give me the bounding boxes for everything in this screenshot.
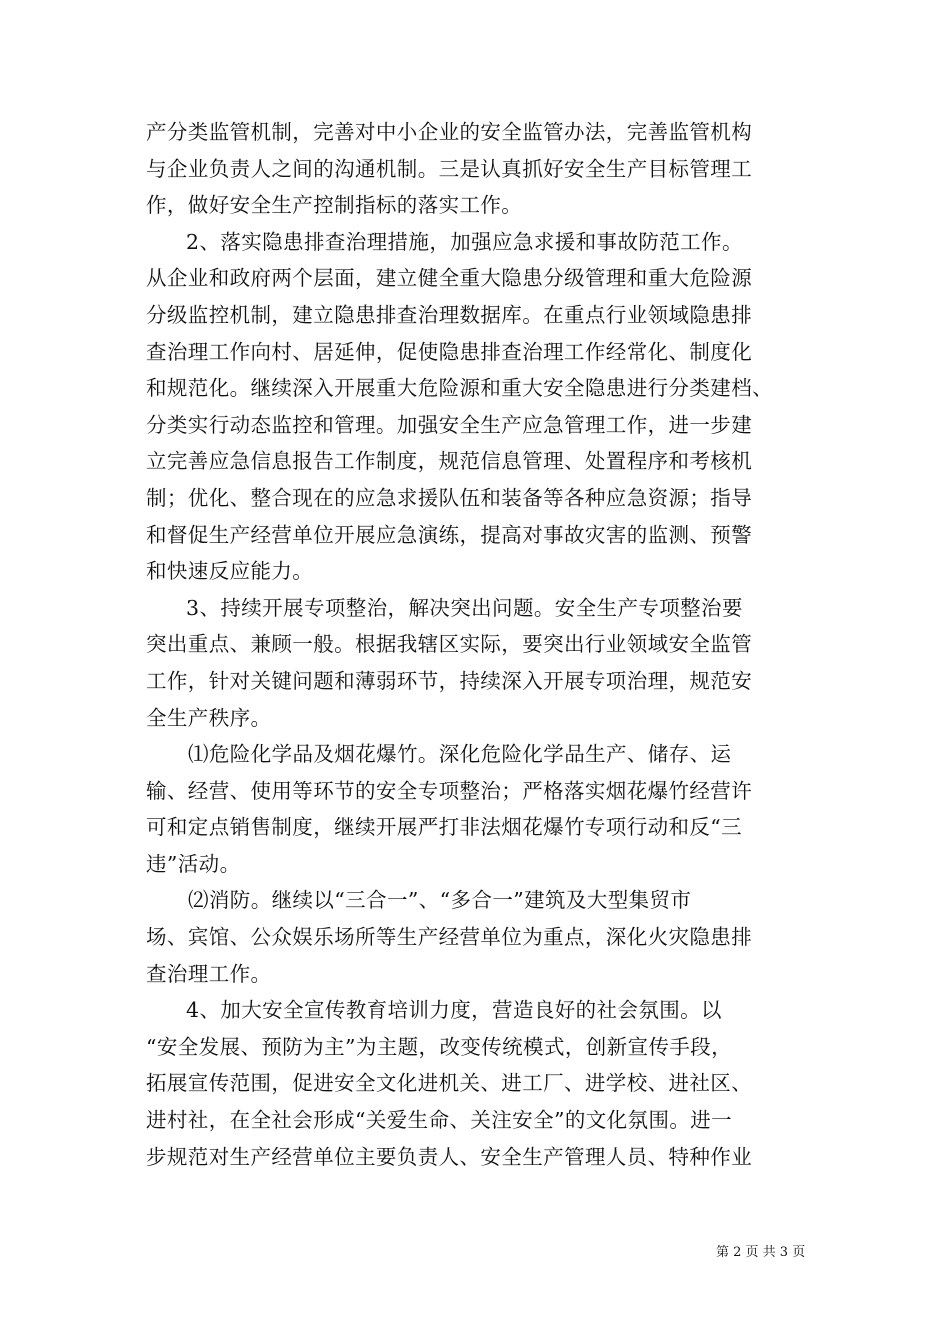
text-line: 步规范对生产经营单位主要负责人、安全生产管理人员、特种作业 [146, 1144, 753, 1169]
text-line: 作，做好安全生产控制指标的落实工作。 [146, 193, 523, 218]
text-line: 工作，针对关键问题和薄弱环节，持续深入开展专项治理，规范安 [146, 668, 753, 693]
text-line: 立完善应急信息报告工作制度，规范信息管理、处置程序和考核机 [146, 449, 753, 474]
text-line: 分级监控机制，建立隐患排查治理数据库。在重点行业领域隐患排 [146, 302, 753, 327]
text-line: 与企业负责人之间的沟通机制。三是认真抓好安全生产目标管理工 [146, 156, 753, 181]
text-line: 违”活动。 [146, 851, 241, 876]
text-line: 突出重点、兼顾一般。根据我辖区实际，要突出行业领域安全监管 [146, 632, 753, 657]
text-line: 拓展宣传范围，促进安全文化进机关、进工厂、进学校、进社区、 [146, 1071, 753, 1096]
text-line: 产分类监管机制，完善对中小企业的安全监管办法，完善监管机构 [146, 120, 753, 144]
text-line: 制；优化、整合现在的应急求援队伍和装备等各种应急资源；指导 [146, 485, 753, 510]
text-line: 和规范化。继续深入开展重大危险源和重大安全隐患进行分类建档、 [146, 376, 773, 401]
text-line: 可和定点销售制度，继续开展严打非法烟花爆竹专项行动和反“三 [146, 815, 743, 840]
paragraph-heading-2: 2、落实隐患排查治理措施，加强应急求援和事故防范工作。 [186, 229, 743, 254]
subitem-2-heading: ⑵消防。继续以“三合一”、“多合一”建筑及大型集贸市 [188, 888, 692, 913]
text-line: 场、宾馆、公众娱乐场所等生产经营单位为重点，深化火灾隐患排 [146, 925, 753, 950]
text-line: 从企业和政府两个层面，建立健全重大隐患分级管理和重大危险源 [146, 266, 753, 291]
text-line: 查治理工作。 [146, 961, 272, 986]
paragraph-heading-4: 4、加大安全宣传教育培训力度，营造良好的社会氛围。以 [186, 998, 722, 1023]
text-line: 输、经营、使用等环节的安全专项整治；严格落实烟花爆竹经营许 [146, 778, 753, 803]
text-line: 和督促生产经营单位开展应急演练，提高对事故灾害的监测、预警 [146, 522, 753, 547]
text-line: 全生产秩序。 [146, 705, 272, 730]
subitem-1-heading: ⑴危险化学品及烟花爆竹。深化危险化学品生产、储存、运 [188, 742, 732, 767]
page-number-footer: 第 2 页 共 3 页 [716, 1245, 806, 1260]
paragraph-heading-3: 3、持续开展专项整治，解决突出问题。安全生产专项整治要 [186, 595, 743, 620]
text-line: 查治理工作向村、居延伸，促使隐患排查治理工作经常化、制度化 [146, 339, 753, 364]
text-line: 和快速反应能力。 [146, 559, 314, 584]
document-body [146, 114, 811, 1175]
text-line: 分类实行动态监控和管理。加强安全生产应急管理工作，进一步建 [146, 412, 753, 437]
text-line: “安全发展、预防为主”为主题，改变传统模式，创新宣传手段， [146, 1034, 733, 1059]
text-line: 进村社，在全社会形成“关爱生命、关注安全”的文化氛围。进一 [146, 1108, 733, 1133]
